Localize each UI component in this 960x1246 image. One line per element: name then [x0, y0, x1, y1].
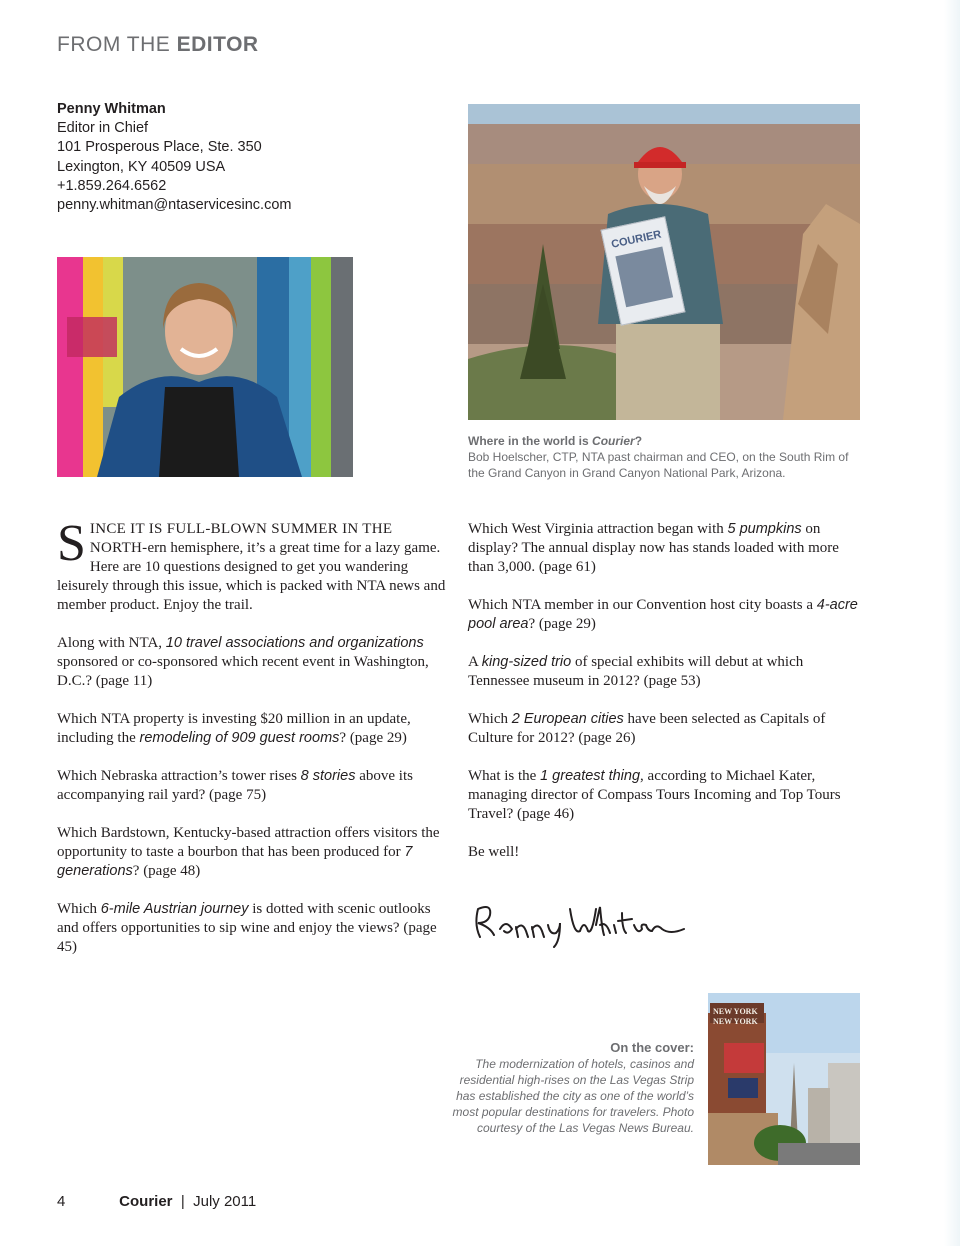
editor-portrait-photo	[57, 257, 353, 477]
publication-name: Courier	[119, 1193, 173, 1210]
page-number: 4	[57, 1193, 66, 1210]
article-right-column	[468, 520, 860, 881]
question-4: Which Bardstown, Kentucky-based attraction offers visitors the opportunity to taste a bourbon that has been produced for 7 generations? (page 48)	[57, 825, 440, 879]
cover-caption-title: On the cover:	[610, 1040, 694, 1055]
cover-photo-las-vegas	[708, 993, 860, 1165]
question-2: Which NTA property is investing $20 million in an update, including the remodeling of 909 guest rooms? (page 29)	[57, 711, 411, 746]
editor-email: penny.whitman@ntaservicesinc.com	[57, 197, 292, 214]
editor-signature	[470, 895, 690, 955]
question-7: Which NTA member in our Convention host city boasts a 4-acre pool area? (page 29)	[468, 597, 858, 632]
question-6: Which West Virginia attraction began with 5 pumpkins on display? The annual display now has stands loaded with more than 3,000. (page 61)	[468, 521, 839, 575]
cover-caption-body: The modernization of hotels, casinos and residential high-rises on the Las Vegas Strip has established the city as one of the world’s most popular destinations for travelers. Photo courtesy of the Las Vegas News Bureau.	[452, 1057, 694, 1135]
article-left-column	[57, 515, 449, 976]
section-header-prefix: FROM THE	[57, 33, 171, 56]
question-3: Which Nebraska attraction’s tower rises 8 stories above its accompanying rail yard? (page 75)	[57, 768, 413, 803]
editor-role: Editor in Chief	[57, 120, 149, 137]
drop-cap: S	[57, 515, 86, 572]
intro-paragraph	[57, 515, 449, 615]
question-1: Along with NTA, 10 travel associations and organizations sponsored or co-sponsored which recent event in Washington, D.C.? (page 11)	[57, 635, 429, 689]
section-header	[57, 33, 259, 57]
caption-body: Bob Hoelscher, CTP, NTA past chairman and CEO, on the South Rim of the Grand Canyon in Grand Canyon National Park, Arizona.	[468, 450, 849, 480]
issue-date: July 2011	[193, 1193, 257, 1210]
question-9: Which 2 European cities have been selected as Capitals of Culture for 2012? (page 26)	[468, 711, 826, 746]
editor-name: Penny Whitman	[57, 101, 166, 117]
page-edge-tint	[944, 0, 960, 1246]
caption-title: Where in the world is Courier?	[468, 434, 643, 448]
intro-text: ern hemisphere, it’s a great time for a lazy game. Here are 10 questions designed to get you wandering leisurely through this issue, which is packed with NTA news and member product. Enjoy the trail.	[57, 540, 446, 613]
magazine-title: COURIER	[610, 228, 663, 251]
cover-photo-sign: NEW YORK NEW YORK	[713, 1007, 758, 1026]
grand-canyon-photo	[468, 104, 860, 420]
page-footer	[57, 1193, 256, 1210]
grand-canyon-caption	[468, 433, 868, 481]
editor-address-line1: 101 Prosperous Place, Ste. 350	[57, 139, 262, 156]
question-10: What is the 1 greatest thing, according to Michael Kater, managing director of Compass Tours Incoming and Top Tours Travel? (page 46)	[468, 768, 841, 822]
question-8: A king-sized trio of special exhibits will debut at which Tennessee museum in 2012? (page 53)	[468, 654, 804, 689]
editor-address-line2: Lexington, KY 40509 USA	[57, 158, 226, 175]
editor-contact-block	[57, 100, 291, 215]
cover-caption	[440, 1040, 694, 1136]
footer-separator: |	[180, 1193, 185, 1210]
section-header-emphasis: EDITOR	[176, 33, 259, 56]
question-5: Which 6-mile Austrian journey is dotted with scenic outlooks and offers opportunities to sip wine and enjoy the views? (page 45)	[57, 901, 437, 955]
intro-caps: INCE IT IS FULL-BLOWN SUMMER IN THE NORTH-	[89, 521, 393, 556]
editor-phone: +1.859.264.6562	[57, 177, 167, 194]
closing-line: Be well!	[468, 844, 520, 860]
